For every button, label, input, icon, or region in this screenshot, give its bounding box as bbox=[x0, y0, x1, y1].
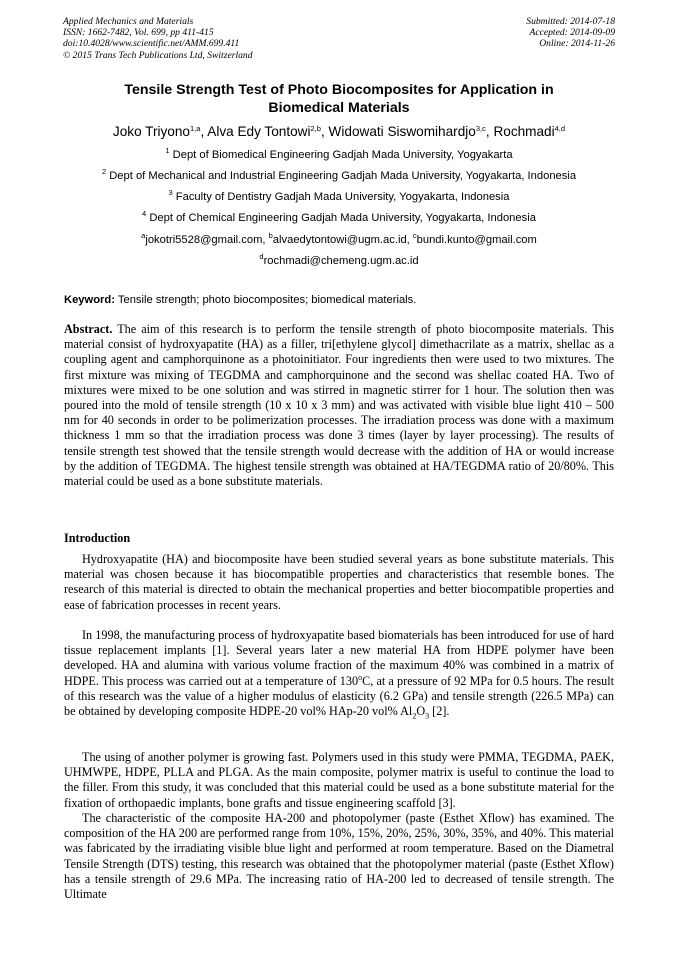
author-sup: 3,c bbox=[475, 124, 486, 133]
affiliation-text: Dept of Biomedical Engineering Gadjah Mada University, Yogyakarta bbox=[169, 149, 513, 161]
intro-paragraph-1: Hydroxyapatite (HA) and biocomposite have been studied several years as bone substitute materials. This material was chosen because it has biocompatible properties and characteristics that resemble bones. The research of this material is directed to obtain the mechanical properties and better biocompatible properties and ease of fabrication processes in recent years. bbox=[64, 552, 614, 612]
keyword-label: Keyword: bbox=[64, 294, 115, 306]
paragraph-text: O bbox=[416, 704, 426, 719]
subscript: 3 bbox=[425, 711, 430, 721]
subscript: 2 bbox=[412, 711, 417, 721]
paper-title bbox=[60, 81, 618, 117]
abstract-label: Abstract. bbox=[64, 322, 113, 336]
affiliation-sup: 4 bbox=[142, 209, 147, 218]
author-sup: 1,a bbox=[190, 124, 201, 133]
email-line-2 bbox=[40, 254, 638, 268]
author-name: Joko Triyono bbox=[112, 124, 190, 139]
author-list bbox=[40, 123, 638, 140]
affiliation-text: Dept of Chemical Engineering Gadjah Mada University, Yogyakarta, Indonesia bbox=[146, 212, 536, 224]
affiliation-2 bbox=[40, 169, 638, 183]
author-name: Alva Edy Tontowi bbox=[207, 124, 311, 139]
abstract bbox=[64, 322, 614, 489]
affiliation-1 bbox=[40, 148, 638, 162]
email-sup: d bbox=[259, 252, 264, 261]
journal-info bbox=[63, 16, 253, 61]
affiliation-sup: 3 bbox=[168, 188, 173, 197]
author-name: Rochmadi bbox=[493, 124, 555, 139]
paragraph-text: [2]. bbox=[429, 704, 450, 719]
copyright-line: © 2015 Trans Tech Publications Ltd, Switzerland bbox=[63, 49, 253, 61]
intro-paragraph-4: The characteristic of the composite HA-200 and photopolymer (paste (Esthet Xflow) has examined. The composition of the HA 200 are performed range from 10%, 15%, 20%, 25%, 30%, 35%, and 40%. This material was fabricated by the irradiating visible blue light and performed at room temperature. Based on the Diametral Tensile Strength (DTS) testing, this research was obtained that the photopolymer material (paste (Esthet Xflow) has a tensile strength of 29.6 MPa. The increasing ratio of HA-200 led to decreased of tensile strength. The Ultimate bbox=[64, 811, 614, 902]
keywords bbox=[64, 293, 416, 307]
email-b[interactable]: alvaedytontowi@ugm.ac.id, bbox=[272, 234, 413, 246]
paragraph-text: C, at a pressure of 92 MPa for 0.5 hours. The result of this research was the value of a higher modulus of elasticity (6.2 GPa) and tensile strength (226.5 MPa) can be obtained by developing composite HDPE-20 vol% HAp-20 vol% Al bbox=[64, 673, 614, 719]
submitted-date: Submitted: 2014-07-18 bbox=[526, 16, 615, 27]
title-line-1: Tensile Strength Test of Photo Biocomposites for Application in bbox=[124, 82, 554, 98]
email-sup: b bbox=[268, 231, 273, 240]
email-sup: a bbox=[141, 231, 146, 240]
email-c[interactable]: bundi.kunto@gmail.com bbox=[416, 234, 537, 246]
dates-info bbox=[526, 16, 615, 50]
affiliation-sup: 1 bbox=[165, 146, 170, 155]
paragraph-text: In 1998, the manufacturing process of hydroxyapatite based biomaterials has been introduced for use of hard tissue replacement implants [1]. Several years later a new material HA from HDPE polymer have been developed. HA and alumina with various volume fraction of the maximum 40% was combined in a matrix of HDPE. This process was carried out at a temperature of 130 bbox=[64, 628, 614, 688]
abstract-text: The aim of this research is to perform the tensile strength of photo biocomposite materials. This material consist of hydroxyapatite (HA) as a filler, tri[ethylene glycol] dimethacrilate as a matrix, shellac as a coupling agent and camphorquinone as a photoinitiator. Four ingredients then were used to two mixtures. The first mixture was mixing of TEGDMA and camphorquinone and the second was shellac coated HA. Two of mixtures were mixed to be one solution and was stirred in magnetic stirrer for 1 hour. The solution then was poured into the mold of tensile strength (10 x 10 x 3 mm) and was activated with visible blue light 410 – 500 nm for 40 seconds in order to be polimerization processes. The irradiation process was done with a maximum thickness 1 mm so that the irradiation process was done 3 times (layer by layer processing). The results of tensile strength test showed that the tensile strength would decrease with the addition of HA or would increase by the addition of TEGDMA. The highest tensile strength was obtained at HA/TEGDMA ratio of 20/80%. This material could be used as a bone substitute materials. bbox=[64, 322, 614, 489]
affiliation-text: Dept of Mechanical and Industrial Engineering Gadjah Mada University, Yogyakarta, Indonesia bbox=[106, 170, 577, 182]
author-name: Widowati Siswomihardjo bbox=[328, 124, 476, 139]
author-sup: 4,d bbox=[554, 124, 566, 133]
author-sup: 2,b bbox=[310, 124, 321, 133]
author-separator: , bbox=[485, 124, 494, 139]
affiliation-4 bbox=[40, 211, 638, 225]
author-separator: , bbox=[320, 124, 329, 139]
affiliation-text: Faculty of Dentistry Gadjah Mada University, Yogyakarta, Indonesia bbox=[172, 191, 510, 203]
doi-line: doi:10.4028/www.scientific.net/AMM.699.411 bbox=[63, 38, 240, 50]
author-separator: , bbox=[200, 124, 208, 139]
issn-line: ISSN: 1662-7482, Vol. 699, pp 411-415 bbox=[63, 27, 214, 39]
email-a[interactable]: jokotri5528@gmail.com, bbox=[145, 234, 269, 246]
title-line-2: Biomedical Materials bbox=[268, 100, 410, 116]
affiliation-sup: 2 bbox=[101, 167, 107, 176]
online-date: Online: 2014-11-26 bbox=[539, 38, 615, 50]
intro-paragraph-3: The using of another polymer is growing fast. Polymers used in this study were PMMA, TEGDMA, PAEK, UHMWPE, HDPE, PLLA and PLGA. As the main composite, polymer matrix is useful to continue the load to the filler. From this study, it was concluded that this material could be used as a bone substitute material for the fixation of orthopaedic implants, bone grafts and tissue engineering scaffold [3]. bbox=[64, 750, 614, 810]
email-line-1 bbox=[40, 233, 638, 247]
journal-name: Applied Mechanics and Materials bbox=[63, 16, 194, 27]
accepted-date: Accepted: 2014-09-09 bbox=[529, 27, 615, 39]
affiliation-3 bbox=[40, 190, 638, 204]
keyword-text: Tensile strength; photo biocomposites; biomedical materials. bbox=[114, 294, 417, 306]
email-d[interactable]: rochmadi@chemeng.ugm.ac.id bbox=[263, 255, 419, 267]
degree-sup: o bbox=[358, 672, 363, 682]
section-heading-introduction: Introduction bbox=[64, 531, 131, 545]
email-sup: c bbox=[412, 231, 417, 240]
intro-paragraph-2 bbox=[64, 628, 614, 719]
